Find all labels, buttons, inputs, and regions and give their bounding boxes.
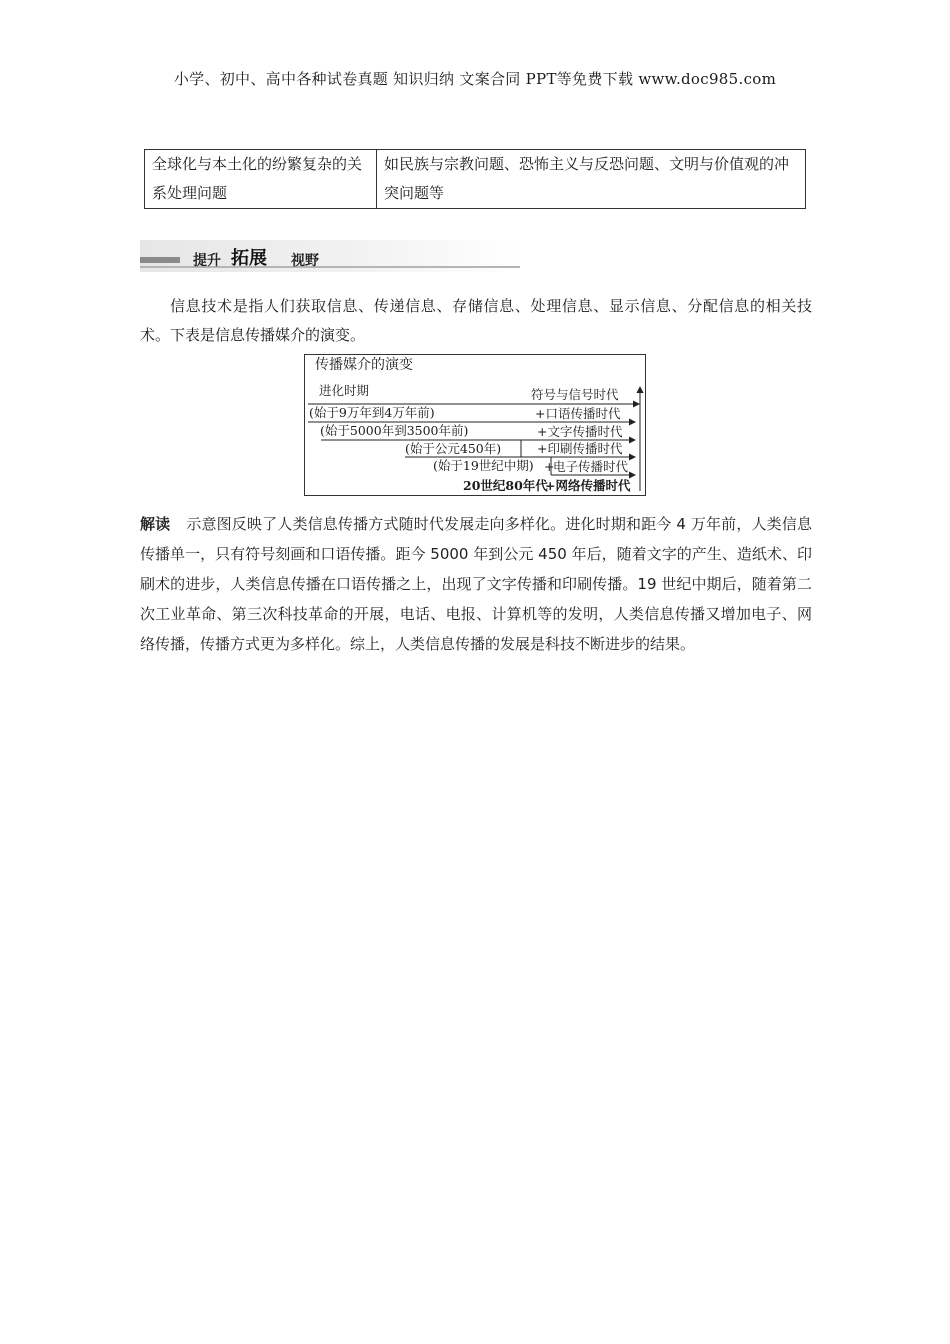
interpretation-label: 解读	[140, 515, 171, 533]
stage-period: 20世纪80年代	[463, 478, 548, 493]
stage-era: +网络传播时代	[545, 478, 631, 493]
table-cell-topic: 全球化与本土化的纷繁复杂的关系处理问题	[145, 150, 377, 209]
stage-period: (始于9万年到4万年前)	[309, 405, 435, 420]
banner-accent-bar	[140, 257, 180, 263]
interpretation-text: 示意图反映了人类信息传播方式随时代发展走向多样化。进化时期和距今 4 万年前，人类信息传播单一，只有符号刻画和口语传播。距今 5000 年到公元 450 年后，随着文字的产生、造纸术、印刷术的进步，人类信息传播在口语传播之上，出现了文字传播和印刷传播。19 世纪中期后，随着第二次工业革命、第三次科技革命的开展，电话、电报、计算机等的发明，人类信息传播又增加电子、网络传播，传播方式更为多样化。综上，人类信息传播的发展是科技不断进步的结果。	[140, 515, 812, 653]
table-cell-examples: 如民族与宗教问题、恐怖主义与反恐问题、文明与价值观的冲突问题等	[377, 150, 806, 209]
banner-text-1: 提升	[193, 253, 221, 269]
intro-paragraph: 信息技术是指人们获取信息、传递信息、存储信息、处理信息、显示信息、分配信息的相关技术。下表是信息传播媒介的演变。	[140, 297, 812, 344]
banner-text-2: 拓展	[231, 248, 267, 269]
stage-era: 电子传播时代	[553, 459, 629, 474]
diagram-axis-label: 进化时期	[319, 383, 370, 398]
stage-period: (始于5000年到3500年前)	[320, 423, 469, 438]
stage-period: (始于公元450年)	[405, 441, 502, 456]
table-row	[145, 150, 806, 209]
stage-era: +文字传播时代	[537, 424, 623, 439]
diagram-top-label: 符号与信号时代	[531, 387, 619, 402]
media-evolution-diagram	[304, 354, 646, 496]
stage-era: +印刷传播时代	[537, 441, 623, 456]
banner-text-3: 视野	[291, 253, 319, 269]
diagram-title: 传播媒介的演变	[315, 357, 413, 373]
stage-era-plus: +	[544, 459, 555, 474]
page-header: 小学、初中、高中各种试卷真题 知识归纳 文案合同 PPT等免费下载 www.doc985.com	[173, 70, 777, 88]
section-banner	[140, 240, 520, 272]
interpretation-paragraph	[140, 509, 812, 659]
problem-table	[144, 149, 806, 209]
stage-era: +口语传播时代	[535, 406, 621, 421]
stage-period: (始于19世纪中期)	[433, 458, 534, 473]
